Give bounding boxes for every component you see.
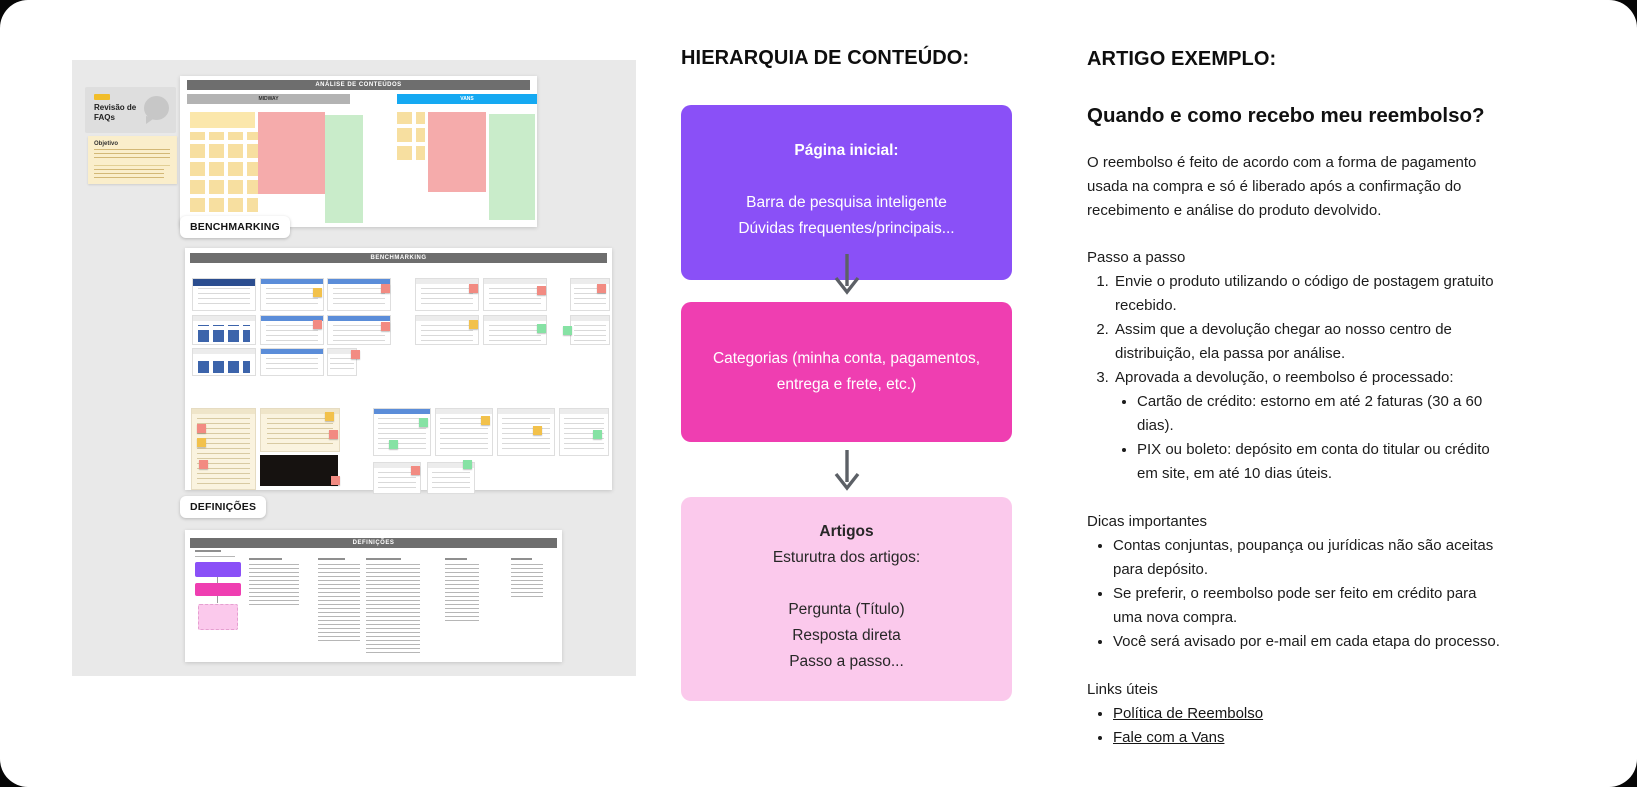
- sticky-note: [389, 440, 398, 449]
- tip-item: • Você será avisado por e-mail em cada etapa do processo.: [1113, 630, 1507, 654]
- board-header: BENCHMARKING: [190, 253, 607, 263]
- sticky-note: [537, 286, 546, 295]
- down-arrow-icon: [832, 448, 862, 492]
- sticky-note: [325, 412, 334, 421]
- step-item: [1113, 270, 1507, 318]
- sticky-note: [190, 112, 255, 128]
- flow-box-title: Página inicial:: [794, 142, 899, 159]
- website-thumbnail: [373, 408, 431, 456]
- website-thumbnail: [192, 278, 256, 311]
- mini-flow-pink-box: [198, 604, 238, 630]
- sticky-note: [331, 476, 340, 485]
- example-article: [1087, 47, 1507, 750]
- column-header-midway: MIDWAY: [187, 94, 350, 104]
- mini-flow-purple-box: [195, 562, 241, 577]
- note-text-lines: [94, 149, 170, 161]
- board-header: DEFINIÇÕES: [190, 538, 557, 548]
- text-column: [249, 564, 299, 608]
- sticky-note: [411, 466, 420, 475]
- column-header-vans: VANS: [397, 94, 537, 104]
- sticky-note: [381, 284, 390, 293]
- link-fale-com-a-vans[interactable]: Fale com a Vans: [1113, 729, 1225, 746]
- tips-heading: Dicas importantes: [1087, 513, 1208, 530]
- green-panel: [325, 115, 363, 223]
- substep-item: • Cartão de crédito: estorno em até 2 faturas (30 a 60 dias).: [1137, 390, 1507, 438]
- mini-flow-connector: [217, 596, 218, 603]
- link-item: [1113, 726, 1507, 750]
- sticky-note: [381, 322, 390, 331]
- board-analise-conteudos[interactable]: [180, 76, 537, 227]
- flow-box-categorias[interactable]: [681, 302, 1012, 442]
- step-item: [1113, 366, 1507, 486]
- tip-item: • Contas conjuntas, poupança ou jurídicas não são aceitas para depósito.: [1113, 534, 1507, 582]
- website-thumbnail: [415, 278, 479, 311]
- website-thumbnail: [327, 278, 391, 311]
- green-panel: [489, 114, 535, 220]
- product-photo-thumbnail: [260, 455, 338, 486]
- board-definicoes[interactable]: [185, 530, 562, 662]
- text-column: [445, 564, 479, 622]
- sticky-note: [469, 320, 478, 329]
- label-definicoes[interactable]: DEFINIÇÕES: [180, 496, 266, 518]
- sticky-note: [351, 350, 360, 359]
- website-thumbnail: [570, 278, 610, 311]
- flow-box-artigos[interactable]: [681, 497, 1012, 701]
- link-politica-reembolso[interactable]: Política de Reembolso: [1113, 705, 1264, 722]
- board-header: ANÁLISE DE CONTEÚDOS: [187, 80, 530, 90]
- faq-tag: [94, 94, 110, 100]
- website-thumbnail: [191, 408, 256, 490]
- tip-item: • Se preferir, o reembolso pode ser feito em crédito para uma nova compra.: [1113, 582, 1507, 630]
- spacer: [681, 571, 1012, 597]
- hierarchy-section-title: HIERARQUIA DE CONTEÚDO:: [681, 47, 970, 69]
- text-column: [318, 564, 360, 644]
- step-text: Envie o produto utilizando o código de postagem gratuito recebido.: [1115, 273, 1494, 314]
- sticky-note: [533, 426, 542, 435]
- mural-panel: [72, 60, 636, 676]
- sticky-note: [469, 284, 478, 293]
- board-benchmarking[interactable]: [185, 248, 612, 490]
- links-list: [1087, 702, 1507, 750]
- step-text: Assim que a devolução chegar ao nosso centro de distribuição, ela passa por análise.: [1115, 321, 1452, 362]
- website-thumbnail: [192, 315, 256, 345]
- step-text: Aprovada a devolução, o reembolso é processado:: [1115, 369, 1454, 386]
- red-panel: [428, 112, 486, 192]
- website-thumbnail: [192, 348, 256, 376]
- sticky-note: [597, 284, 606, 293]
- label-benchmarking[interactable]: BENCHMARKING: [180, 216, 290, 238]
- sticky-note: [481, 416, 490, 425]
- sticky-note-cluster: [397, 112, 425, 160]
- sticky-note: [419, 418, 428, 427]
- article-intro: O reembolso é feito de acordo com a forma de pagamento usada na compra e só é liberado após a confirmação do recebimento e análise do produto devolvido.: [1087, 154, 1477, 219]
- link-item: [1113, 702, 1507, 726]
- sticky-note: [329, 430, 338, 439]
- article-title: Quando e como recebo meu reembolso?: [1087, 104, 1485, 127]
- sticky-note: [537, 324, 546, 333]
- substep-item: • PIX ou boleto: depósito em conta do titular ou crédito em site, em até 10 dias úteis.: [1137, 438, 1507, 486]
- flow-box-line: Dúvidas frequentes/principais...: [738, 220, 955, 237]
- text-column: [511, 564, 543, 598]
- tips-list: [1087, 534, 1507, 654]
- text-column: [366, 564, 420, 654]
- flow-box-subtitle: Esturutra dos artigos:: [772, 549, 921, 566]
- sticky-note: [199, 460, 208, 469]
- steps-heading: Passo a passo: [1087, 249, 1186, 266]
- note-text-lines: [94, 169, 164, 180]
- sticky-note: [197, 424, 206, 433]
- sticky-note: [313, 320, 322, 329]
- sticky-note: [197, 438, 206, 447]
- sticky-note: [563, 326, 572, 335]
- spacer: [681, 164, 1012, 190]
- mini-flow-magenta-box: [195, 583, 241, 596]
- website-thumbnail: [570, 315, 610, 345]
- article-section-title: ARTIGO EXEMPLO:: [1087, 48, 1277, 70]
- steps-list: [1087, 270, 1507, 486]
- links-heading: Links úteis: [1087, 681, 1158, 698]
- objective-note[interactable]: [88, 136, 177, 184]
- sticky-note: [593, 430, 602, 439]
- comment-bubble-icon: [144, 96, 169, 120]
- objective-note-title: Objetivo: [94, 141, 119, 147]
- faq-card-title: Revisão de FAQs: [94, 103, 137, 122]
- note-divider: [94, 165, 170, 166]
- flow-box-line: Pergunta (Título): [788, 601, 905, 618]
- flow-box-line: Categorias (minha conta, pagamentos,: [712, 350, 981, 367]
- step-sublist: [1115, 390, 1507, 486]
- website-thumbnail: [497, 408, 555, 456]
- red-panel: [258, 112, 325, 194]
- faq-review-card[interactable]: [85, 87, 176, 133]
- sticky-note: [313, 288, 322, 297]
- down-arrow-icon: [832, 252, 862, 296]
- sticky-note-cluster: [190, 132, 258, 212]
- mini-caption-lines: [195, 556, 235, 559]
- website-thumbnail: [260, 348, 324, 376]
- flow-box-line: Resposta direta: [792, 627, 901, 644]
- flow-box-line: Barra de pesquisa inteligente: [746, 194, 947, 211]
- flow-box-line: entrega e frete, etc.): [776, 376, 917, 393]
- flow-box-line: Passo a passo...: [789, 653, 904, 670]
- sticky-note: [463, 460, 472, 469]
- step-item: [1113, 318, 1507, 366]
- flow-box-title: Artigos: [819, 523, 874, 540]
